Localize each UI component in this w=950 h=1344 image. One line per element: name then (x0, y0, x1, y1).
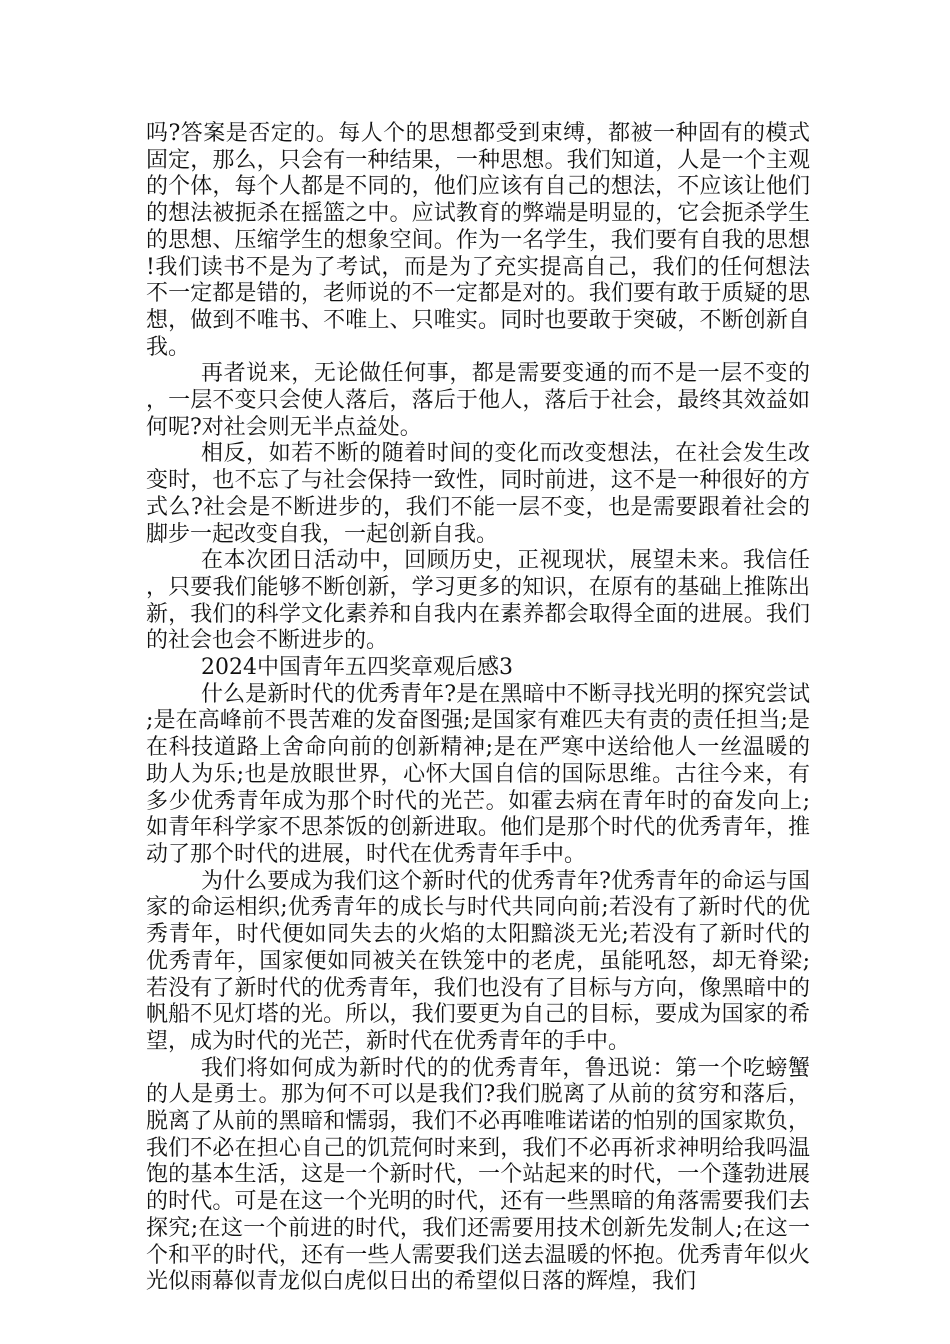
section-heading: 2024中国青年五四奖章观后感3 (201, 655, 513, 681)
paragraph-4: 在本次团日活动中，回顾历史，正视现状，展望未来。我信任，只要我们能够不断创新，学习更多的知识，在原有的基础上推陈出新，我们的科学文化素养和自我内在素养都会取得全面的进展。我们的社会也会不断进步的。 (146, 548, 810, 654)
paragraph-6: 为什么要成为我们这个新时代的优秀青年?优秀青年的命运与国家的命运相织;优秀青年的成长与时代共同向前;若没有了新时代的优秀青年，时代便如同失去的火焰的太阳黯淡无光;若没有了新时代的优秀青年，国家便如同被关在铁笼中的老虎，虽能吼怒，却无脊梁;若没有了新时代的优秀青年，我们也没有了目标与方向，像黑暗中的帆船不见灯塔的光。所以，我们要更为自己的目标，要成为国家的希望，成为时代的光芒，新时代在优秀青年的手中。 (146, 868, 810, 1054)
paragraph-5: 什么是新时代的优秀青年?是在黑暗中不断寻找光明的探究尝试;是在高峰前不畏苦难的发奋图强;是国家有难匹夫有责的责任担当;是在科技道路上舍命向前的创新精神;是在严寒中送给他人一丝温暖的助人为乐;也是放眼世界，心怀大国自信的国际思维。古往今来，有多少优秀青年成为那个时代的光芒。如霍去病在青年时的奋发向上;如青年科学家不思茶饭的创新进取。他们是那个时代的优秀青年，推动了那个时代的进展，时代在优秀青年手中。 (146, 681, 810, 867)
paragraph-1: 吗?答案是否定的。每人个的思想都受到束缚，都被一种固有的模式固定，那么，只会有一种结果，一种思想。我们知道，人是一个主观的个体，每个人都是不同的，他们应该有自己的想法，不应该让他们的想法被扼杀在摇篮之中。应试教育的弊端是明显的，它会扼杀学生的思想、压缩学生的想象空间。作为一名学生，我们要有自我的思想!我们读书不是为了考试，而是为了充实提高自己，我们的任何想法不一定都是错的，老师说的不一定都是对的。我们要有敢于质疑的思想，做到不唯书、不唯上、只唯实。同时也要敢于突破，不断创新自我。 (146, 121, 810, 360)
document-body (146, 121, 810, 1296)
paragraph-7: 我们将如何成为新时代的的优秀青年，鲁迅说：第一个吃螃蟹的人是勇士。那为何不可以是我们?我们脱离了从前的贫穷和落后，脱离了从前的黑暗和懦弱，我们不必再唯唯诺诺的怕别的国家欺负，我们不必在担心自己的饥荒何时来到，我们不必再祈求神明给我吗温饱的基本生活，这是一个新时代，一个站起来的时代，一个蓬勃进展的时代。可是在这一个光明的时代，还有一些黑暗的角落需要我们去探究;在这一个前进的时代，我们还需要用技术创新先发制人;在这一个和平的时代，还有一些人需要我们送去温暖的怀抱。优秀青年似火光似雨幕似青龙似白虎似日出的希望似日落的辉煌，我们 (146, 1055, 810, 1295)
paragraph-3: 相反，如若不断的随着时间的变化而改变想法，在社会发生改变时，也不忘了与社会保持一致性，同时前进，这不是一种很好的方式么?社会是不断进步的，我们不能一层不变，也是需要跟着社会的脚步一起改变自我，一起创新自我。 (146, 441, 810, 547)
paragraph-2: 再者说来，无论做任何事，都是需要变通的而不是一层不变的，一层不变只会使人落后，落后于他人，落后于社会，最终其效益如何呢?对社会则无半点益处。 (146, 361, 810, 440)
